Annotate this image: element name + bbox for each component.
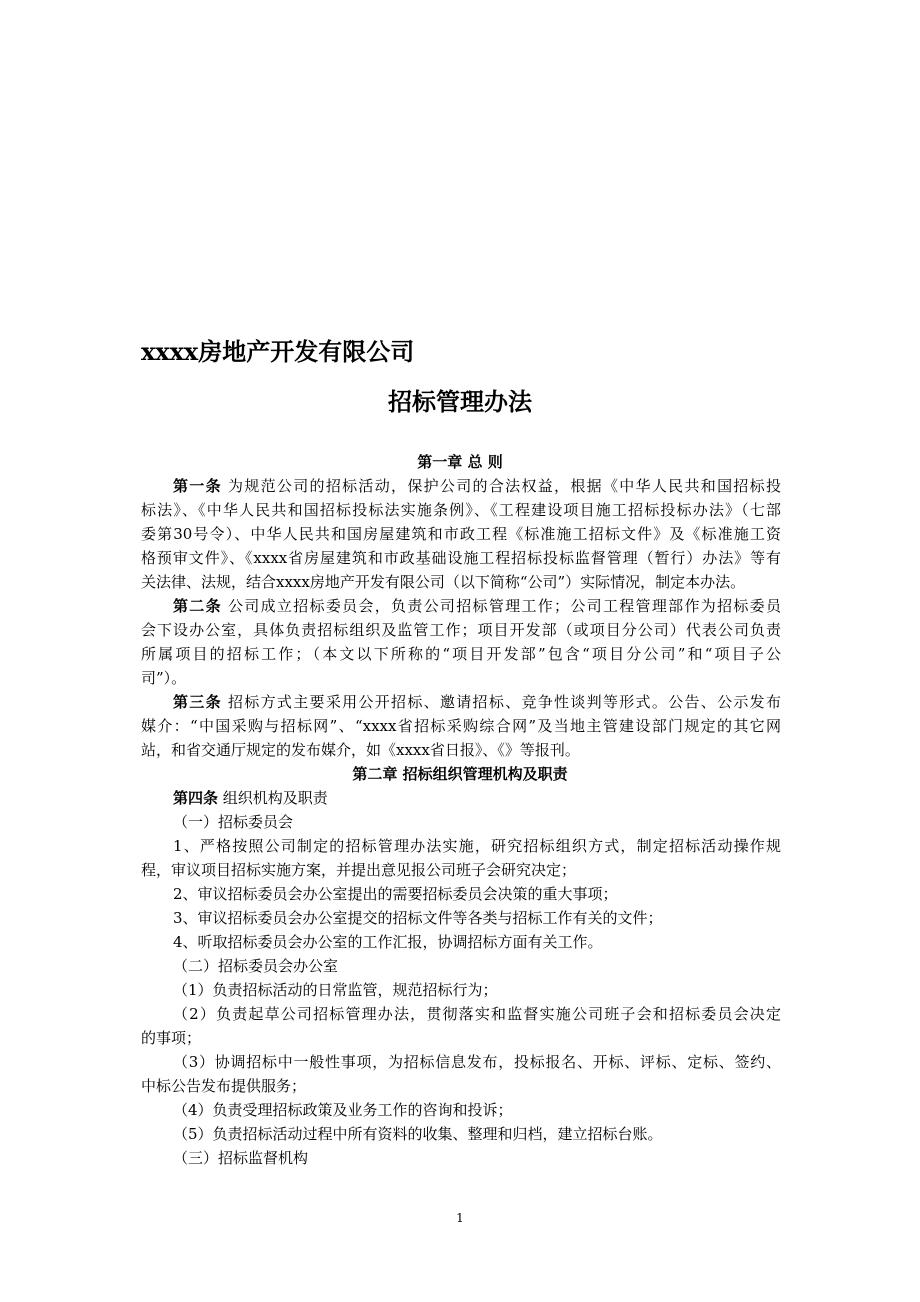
article-1-line-1: 第一条 为规范公司的招标活动，保护公司的合法权益，根据《中华人民共和国招标投 <box>173 477 781 495</box>
section-1-item-1-line-2: 程，审议项目招标实施方案，并提出意见报公司班子会研究决定； <box>141 861 577 879</box>
article-3-line-2: 媒介：“中国采购与招标网”、“xxxx省招标采购综合网”及当地主管建设部门规定的其它网 <box>141 717 781 735</box>
article-1-line-2: 标法》、《中华人民共和国招标投标法实施条例》、《工程建设项目施工招标投标办法》（七部 <box>141 501 781 519</box>
section-1-item-2: 2、审议招标委员会办公室提出的需要招标委员会决策的重大事项； <box>173 885 618 903</box>
article-1-line-4: 格预审文件》、《xxxx省房屋建筑和市政基础设施工程招标投标监督管理（暂行）办法》等有 <box>141 549 781 567</box>
article-2-line-2: 会下设办公室，具体负责招标组织及监管工作；项目开发部（或项目分公司）代表公司负责 <box>141 621 781 639</box>
article-3-line-1: 第三条 招标方式主要采用公开招标、邀请招标、竞争性谈判等形式。公告、公示发布 <box>173 693 781 711</box>
article-2-line-3: 所属项目的招标工作；（本文以下所称的“项目开发部”包含“项目分公司”和“项目子公 <box>141 645 781 663</box>
section-2-item-1: （1）负责招标活动的日常监管，规范招标行为； <box>173 981 498 999</box>
article-3-line-3: 站，和省交通厅规定的发布媒介，如《xxxx省日报》、《》等报刊。 <box>141 741 580 759</box>
chapter-2-heading: 第二章 招标组织管理机构及职责 <box>352 765 568 783</box>
page-number: 1 <box>456 1211 464 1225</box>
article-1-line-3: 委第30号令）、中华人民共和国房屋建筑和市政工程《标准施工招标文件》及《标准施工资 <box>141 525 781 543</box>
section-2-item-2-line-1: （2）负责起草公司招标管理办法，贯彻落实和监督实施公司班子会和招标委员会决定 <box>173 1005 781 1023</box>
section-3-heading: （三）招标监督机构 <box>173 1149 309 1167</box>
section-2-item-3-line-1: （3）协调招标中一般性事项，为招标信息发布，投标报名、开标、评标、定标、签约、 <box>173 1053 781 1071</box>
article-4-line: 第四条 组织机构及职责 <box>173 789 328 807</box>
article-1-label: 第一条 <box>173 477 222 495</box>
chapter-1-heading: 第一章 总 则 <box>417 453 503 471</box>
section-2-item-3-line-2: 中标公告发布提供服务； <box>141 1077 307 1095</box>
article-4-label: 第四条 <box>173 789 219 807</box>
section-1-item-1-line-1: 1、严格按照公司制定的招标管理办法实施，研究招标组织方式，制定招标活动操作规 <box>173 837 781 855</box>
section-1-item-3: 3、审议招标委员会办公室提交的招标文件等各类与招标工作有关的文件； <box>173 909 663 927</box>
section-2-heading: （二）招标委员会办公室 <box>173 957 339 975</box>
article-1-line-5: 关法律、法规，结合xxxx房地产开发有限公司（以下简称“公司”）实际情况，制定本办法。 <box>141 573 746 591</box>
article-3-label: 第三条 <box>173 693 222 711</box>
document-title: 招标管理办法 <box>388 387 532 416</box>
section-2-item-2-line-2: 的事项； <box>141 1029 202 1047</box>
article-2-line-1: 第二条 公司成立招标委员会，负责公司招标管理工作；公司工程管理部作为招标委员 <box>173 597 781 615</box>
company-name: xxxx房地产开发有限公司 <box>141 337 415 366</box>
article-2-label: 第二条 <box>173 597 222 615</box>
section-2-item-4: （4）负责受理招标政策及业务工作的咨询和投诉； <box>173 1101 513 1119</box>
section-2-item-5: （5）负责招标活动过程中所有资料的收集、整理和归档，建立招标台账。 <box>173 1125 663 1143</box>
section-1-heading: （一）招标委员会 <box>173 813 294 831</box>
section-1-item-4: 4、听取招标委员会办公室的工作汇报，协调招标方面有关工作。 <box>173 933 603 951</box>
article-2-line-4: 司”）。 <box>141 669 187 687</box>
